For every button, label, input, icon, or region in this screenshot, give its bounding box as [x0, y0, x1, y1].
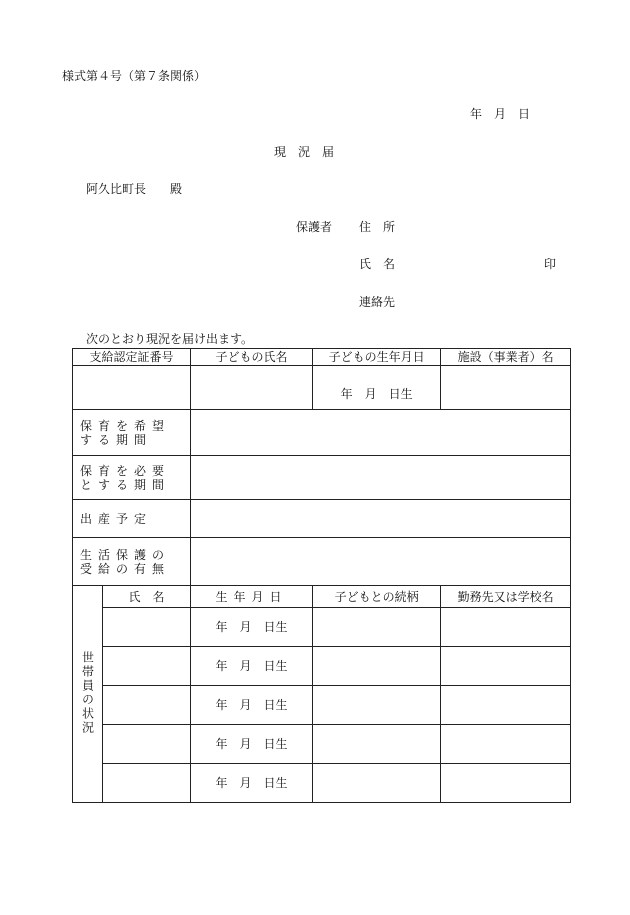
header-child-birthdate: 子どもの生年月日: [313, 349, 441, 366]
hh-relation-cell[interactable]: [313, 647, 441, 686]
header-child-name: 子どもの氏名: [191, 349, 313, 366]
hh-birthdate-cell[interactable]: 年 月 日生: [191, 608, 313, 647]
household-label-cell: [73, 586, 103, 803]
hh-workplace-cell[interactable]: [441, 686, 571, 725]
desired-period-cell[interactable]: [191, 410, 571, 456]
addressee: 阿久比町長 殿: [86, 182, 183, 196]
hh-birthdate-cell[interactable]: 年 月 日生: [191, 725, 313, 764]
hh-name-cell[interactable]: [103, 686, 191, 725]
hh-header-name: 氏 名: [103, 586, 191, 608]
header-facility-name: 施設（事業者）名: [441, 349, 571, 366]
report-table: [72, 348, 571, 803]
header-cert-number: 支給認定証番号: [73, 349, 191, 366]
address-label: 住 所: [359, 220, 396, 234]
hh-birthdate-cell[interactable]: 年 月 日生: [191, 647, 313, 686]
hh-name-cell[interactable]: [103, 764, 191, 803]
hh-workplace-cell[interactable]: [441, 725, 571, 764]
date-line: 年 月 日: [470, 107, 531, 121]
row-label-required-period: 保育を必要 とする期間: [73, 456, 191, 500]
hh-name-cell[interactable]: [103, 608, 191, 647]
hh-name-cell[interactable]: [103, 647, 191, 686]
hh-header-workplace: 勤務先又は学校名: [441, 586, 571, 608]
hh-header-birthdate: 生年月日: [191, 586, 313, 608]
birth-due-cell[interactable]: [191, 500, 571, 538]
seal-mark: 印: [544, 257, 557, 271]
child-name-cell[interactable]: [191, 366, 313, 410]
cert-number-cell[interactable]: [73, 366, 191, 410]
welfare-cell[interactable]: [191, 538, 571, 586]
intro-text: 次のとおり現況を届け出ます。: [86, 332, 254, 346]
hh-birthdate-cell[interactable]: 年 月 日生: [191, 686, 313, 725]
child-birthdate-cell[interactable]: 年 月 日生: [313, 366, 441, 410]
hh-birthdate-cell[interactable]: 年 月 日生: [191, 764, 313, 803]
row-label-desired-period: 保育を希望 する期間: [73, 410, 191, 456]
contact-label: 連絡先: [359, 295, 396, 309]
row-label-welfare: 生活保護の 受給の有無: [73, 538, 191, 586]
required-period-cell[interactable]: [191, 456, 571, 500]
guardian-label: 保護者: [296, 220, 333, 234]
hh-workplace-cell[interactable]: [441, 647, 571, 686]
facility-name-cell[interactable]: [441, 366, 571, 410]
hh-workplace-cell[interactable]: [441, 764, 571, 803]
hh-workplace-cell[interactable]: [441, 608, 571, 647]
hh-header-relation: 子どもとの続柄: [313, 586, 441, 608]
hh-relation-cell[interactable]: [313, 764, 441, 803]
form-number: 様式第４号（第７条関係）: [62, 69, 207, 83]
document-title: 現 況 届: [274, 145, 335, 159]
hh-relation-cell[interactable]: [313, 686, 441, 725]
hh-relation-cell[interactable]: [313, 608, 441, 647]
hh-name-cell[interactable]: [103, 725, 191, 764]
household-label: 世帯員の状況: [80, 650, 95, 735]
row-label-birth-due: 出産予定: [73, 500, 191, 538]
name-label: 氏 名: [359, 257, 396, 271]
hh-relation-cell[interactable]: [313, 725, 441, 764]
